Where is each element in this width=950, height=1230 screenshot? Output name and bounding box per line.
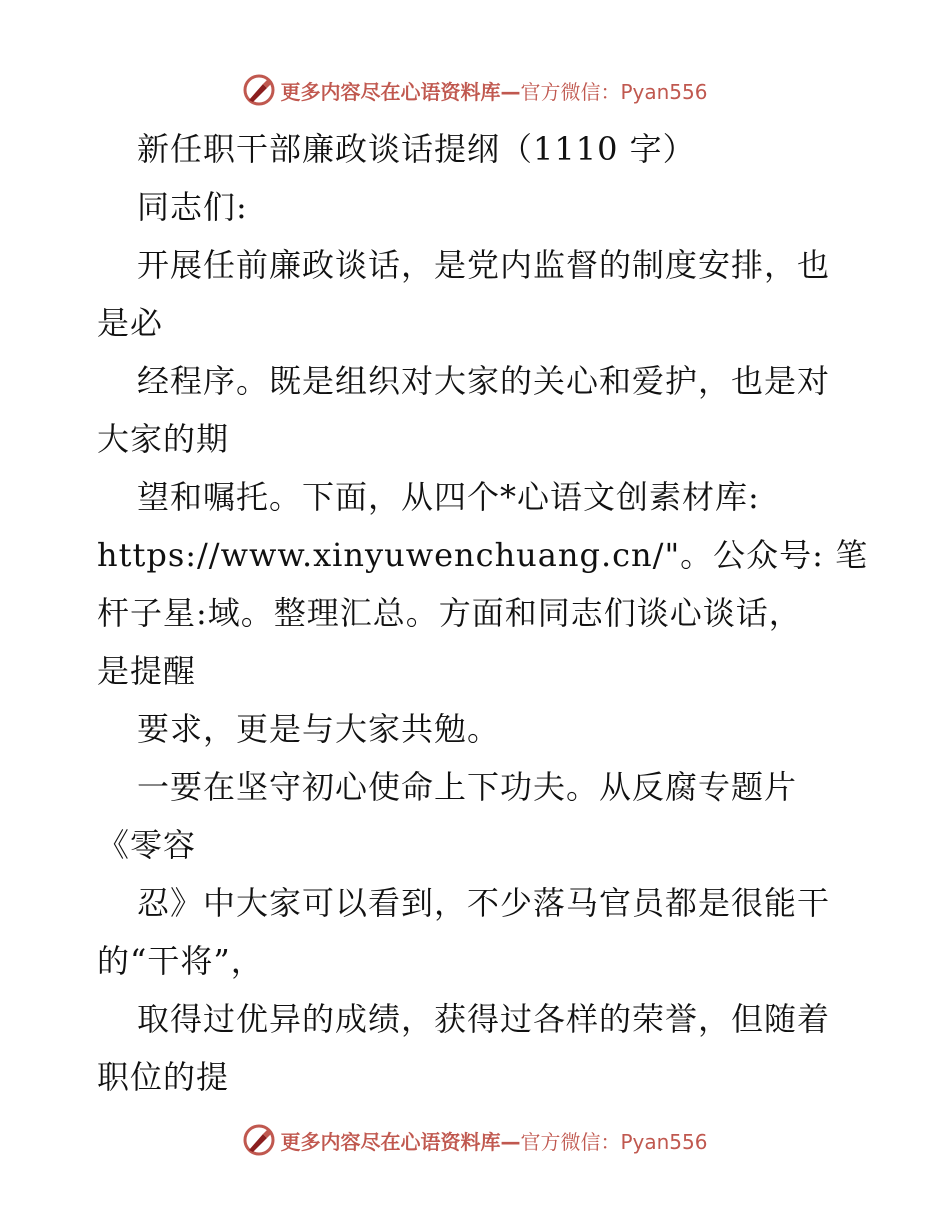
text-line: 取得过优异的成绩，获得过各样的荣誉，但随着 [137,1000,831,1038]
text-line: https://www.xinyuwenchuang.cn/"。公众号: 笔 [97,536,869,574]
text-line: 望和嘱托。下面，从四个*心语文创素材库: [137,478,760,516]
watermark-wechat: 官方微信：Pyan556 [520,1129,708,1154]
watermark-main: 更多内容尽在心语资料库 [280,79,501,104]
document-body [97,120,869,1106]
watermark-text [280,76,707,105]
text-line: 《零容 [97,826,197,864]
header-watermark [0,68,950,112]
watermark-wechat: 官方微信：Pyan556 [520,79,708,104]
footer-watermark [0,1118,950,1162]
text-line: 经程序。既是组织对大家的关心和爱护，也是对 [137,362,831,400]
text-line: 杆子星:域。整理汇总。方面和同志们谈心谈话， [97,594,802,632]
text-line: 开展任前廉政谈话，是党内监督的制度安排，也 [137,246,831,284]
text-line: 是提醒 [97,652,197,690]
text-line: 忍》中大家可以看到，不少落马官员都是很能干 [137,884,831,922]
watermark-dash: — [500,79,521,104]
text-line: 新任职干部廉政谈话提纲（1110 字） [137,130,696,168]
text-line: 职位的提 [97,1058,230,1096]
watermark-text [280,1126,707,1155]
text-line: 是必 [97,304,164,342]
text-line: 大家的期 [97,420,230,458]
text-line: 的“干将”， [97,942,264,980]
watermark-dash: — [500,1129,521,1154]
text-line: 同志们: [137,188,248,226]
pen-logo-icon [242,1123,276,1157]
pen-logo-icon [242,73,276,107]
text-line: 一要在坚守初心使命上下功夫。从反腐专题片 [137,768,798,806]
text-line: 要求，更是与大家共勉。 [137,710,501,748]
watermark-main: 更多内容尽在心语资料库 [280,1129,501,1154]
